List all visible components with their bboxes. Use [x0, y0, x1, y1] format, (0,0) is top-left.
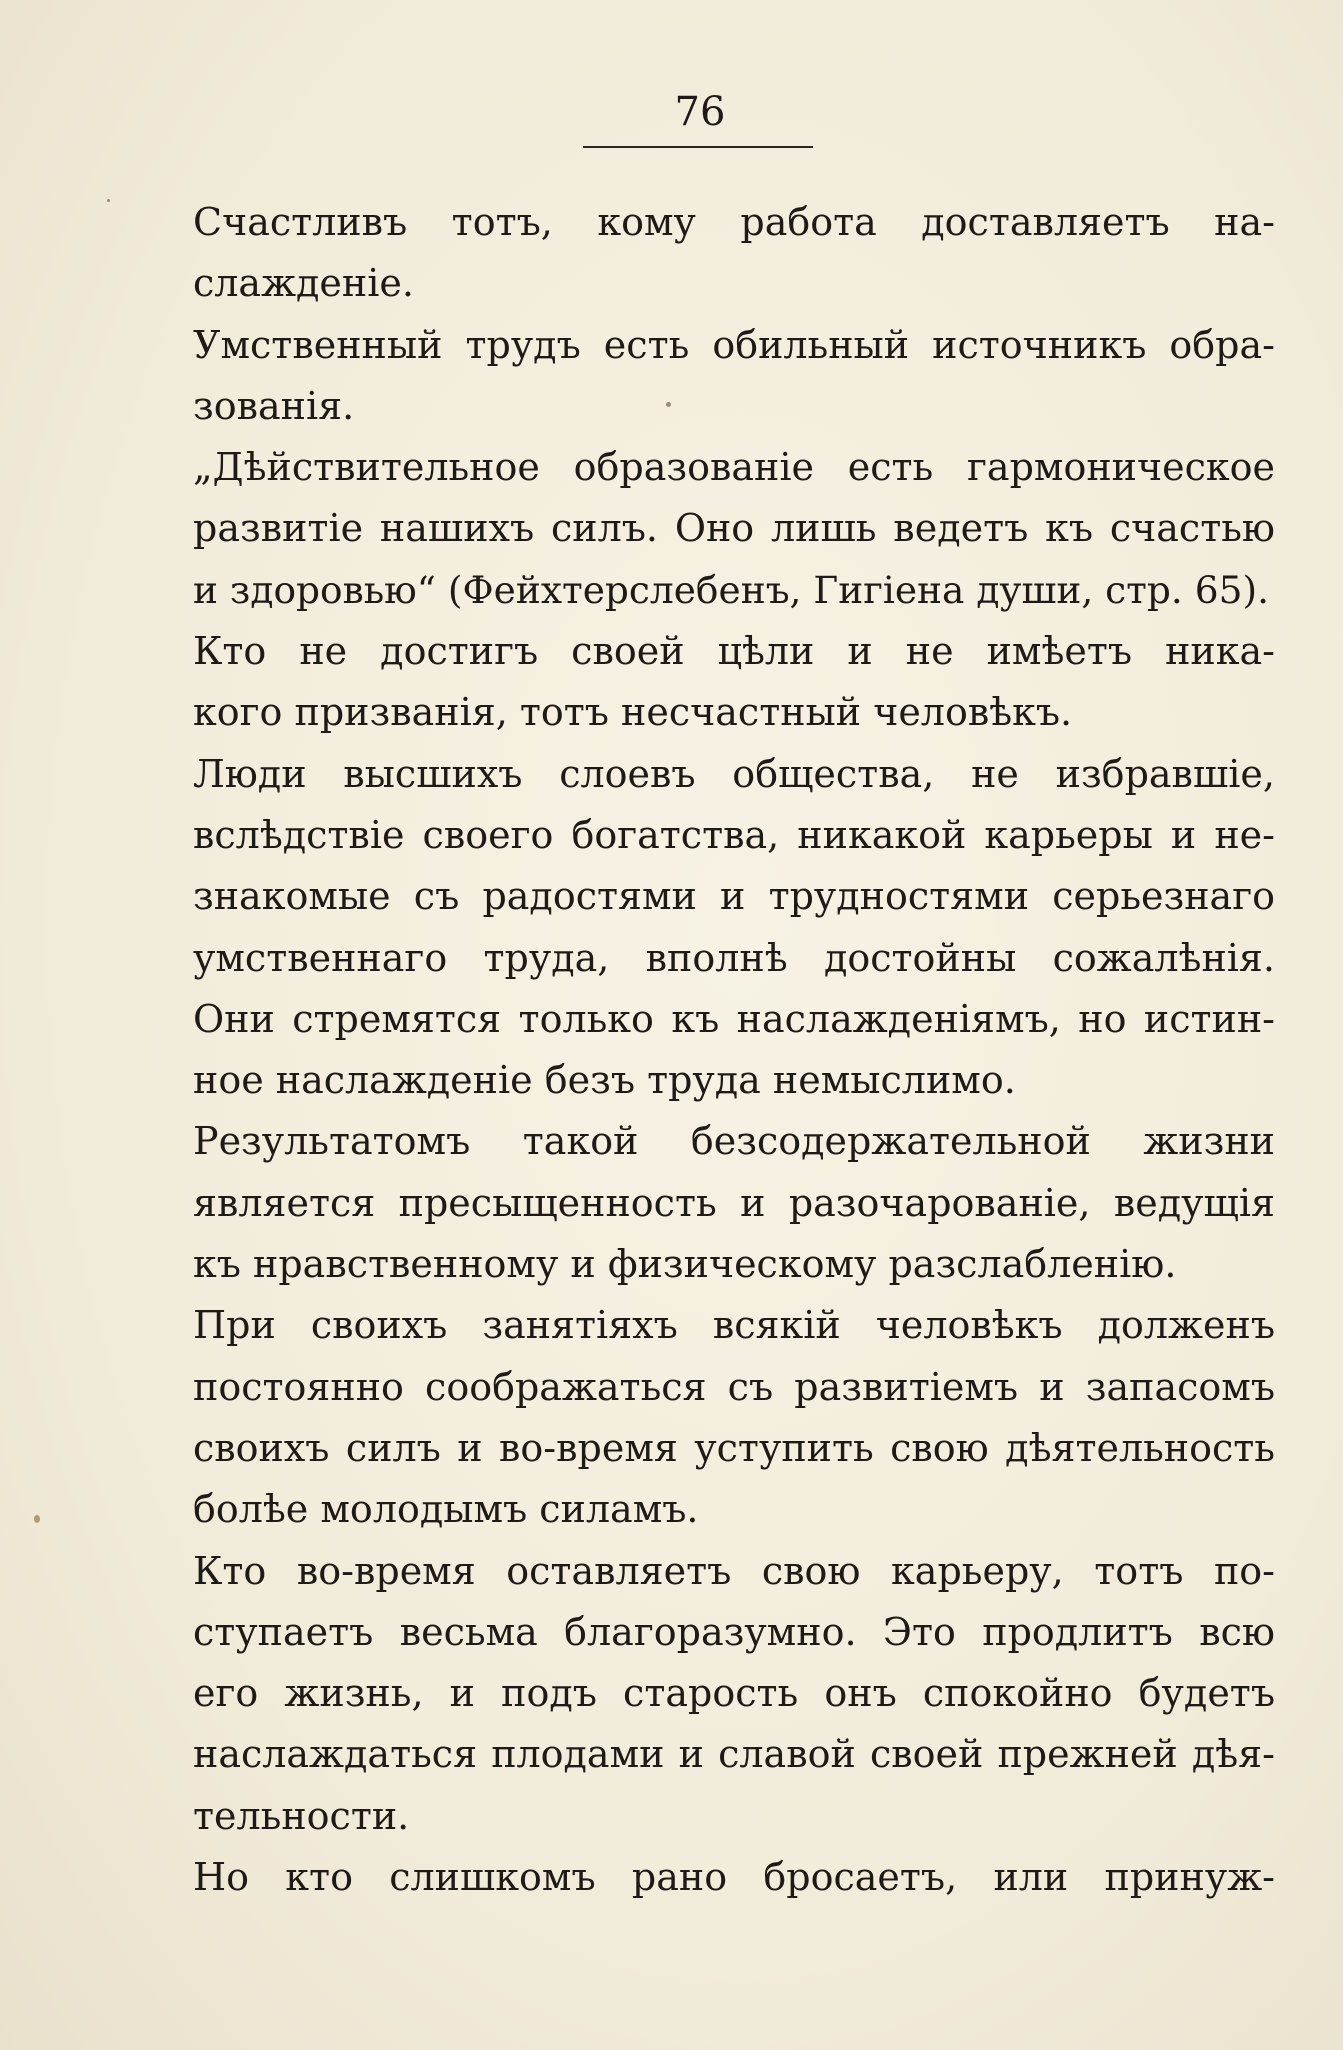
text-line: зованія.	[193, 383, 355, 428]
text-line: Но кто слишкомъ рано бросаетъ, или принуж-	[193, 1855, 1275, 1900]
paper-speck	[666, 402, 671, 407]
paper-speck	[34, 1515, 40, 1523]
text-line: слажденіе.	[193, 261, 414, 306]
text-line: своихъ силъ и во-время уступить свою дѣятельность	[193, 1425, 1275, 1470]
body-text	[193, 192, 1275, 1908]
text-line: развитіе нашихъ силъ. Оно лишь ведетъ къ счастью	[193, 506, 1275, 551]
text-line: вслѣдствіе своего богатства, никакой карьеры и не-	[193, 812, 1275, 857]
text-line: постоянно соображаться съ развитіемъ и запасомъ	[193, 1364, 1275, 1409]
text-line: Люди высшихъ слоевъ общества, не избравшіе,	[193, 751, 1275, 796]
text-line: Кто во-время оставляетъ свою карьеру, тотъ по-	[193, 1548, 1275, 1593]
text-line: кого призванія, тотъ несчастный человѣкъ.	[193, 690, 1073, 735]
text-line: знакомые съ радостями и трудностями серьезнаго	[193, 874, 1275, 919]
header-rule	[583, 146, 813, 148]
text-line: наслаждаться плодами и славой своей прежней дѣя-	[193, 1732, 1275, 1777]
page-number: 76	[674, 89, 726, 135]
text-line: Умственный трудъ есть обильный источникъ обра-	[193, 322, 1275, 367]
text-line: Счастливъ тотъ, кому работа доставляетъ на-	[193, 200, 1275, 244]
text-line: его жизнь, и подъ старость онъ спокойно будетъ	[193, 1671, 1275, 1716]
text-line: является пресыщенность и разочарованіе, ведущія	[193, 1180, 1275, 1225]
text-line: умственнаго труда, вполнѣ достойны сожалѣнія.	[193, 935, 1275, 980]
text-line: Они стремятся только къ наслажденіямъ, но истин-	[193, 996, 1275, 1041]
text-line: „Дѣйствительное образованіе есть гармоническое	[193, 445, 1275, 490]
text-line: къ нравственному и физическому разслабленію.	[193, 1242, 1177, 1287]
text-line: тельности.	[193, 1793, 410, 1838]
text-line: ступаетъ весьма благоразумно. Это продлитъ всю	[193, 1609, 1275, 1654]
text-line: ное наслажденіе безъ труда немыслимо.	[193, 1058, 1016, 1103]
text-line: При своихъ занятіяхъ всякій человѣкъ долженъ	[193, 1303, 1275, 1348]
text-line: болѣе молодымъ силамъ.	[193, 1487, 699, 1532]
text-line: Результатомъ такой безсодержательной жизни	[193, 1119, 1275, 1164]
paper-speck	[107, 199, 110, 202]
text-line: и здоровью“ (Фейхтерслебенъ, Гигіена души, стр. 65).	[193, 567, 1270, 612]
text-line: Кто не достигъ своей цѣли и не имѣетъ ника-	[193, 629, 1275, 674]
